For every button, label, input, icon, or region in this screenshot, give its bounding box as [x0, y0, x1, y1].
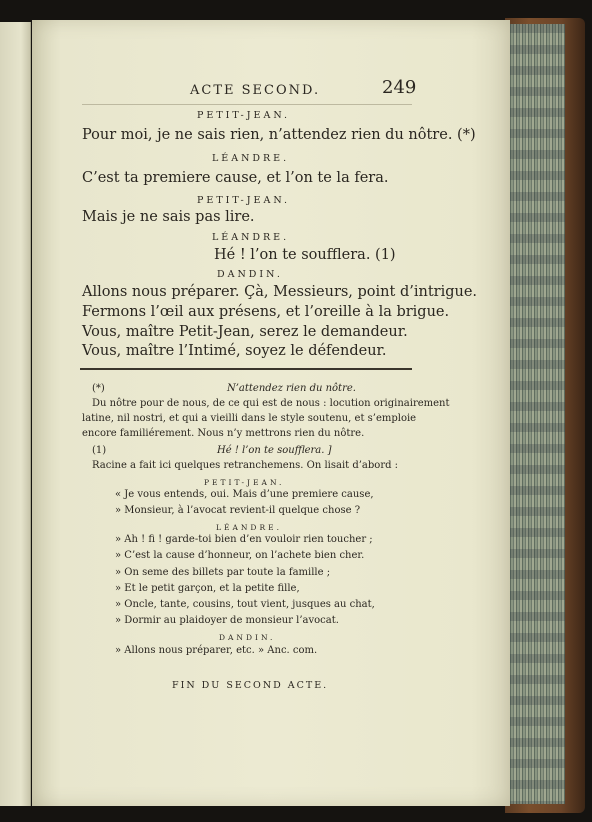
- footnote-lemma: Hé ! l’on te soufflera. ]: [217, 445, 332, 456]
- verse-line: Allons nous préparer. Çà, Messieurs, point d’intrigue.: [82, 284, 478, 300]
- footnote-speaker: DANDIN.: [219, 633, 276, 642]
- speaker-name: DANDIN.: [217, 269, 283, 280]
- verse-line: Mais je ne sais pas lire.: [82, 209, 255, 225]
- footnote-verse: » Monsieur, à l’avocat revient-il quelque chose ?: [115, 505, 361, 516]
- footnote-text: Du nôtre pour de nous, de ce qui est de nous : locution originairement: [92, 398, 450, 409]
- end-of-act: FIN DU SECOND ACTE.: [172, 680, 329, 691]
- footnote-mark: (1): [92, 445, 107, 456]
- footnote-verse: » Allons nous préparer, etc. » Anc. com.: [115, 645, 318, 656]
- speaker-name: PETIT-JEAN.: [197, 110, 291, 121]
- header-rule: [82, 104, 412, 105]
- footnote-verse: » Oncle, tante, cousins, tout vient, jusques au chat,: [115, 599, 375, 610]
- footnote-text: encore familiérement. Nous n’y mettrons rien du nôtre.: [82, 428, 365, 439]
- footnote-verse: « Je vous entends, oui. Mais d’une premiere cause,: [115, 489, 374, 500]
- page-number: 249: [382, 77, 417, 98]
- verse-line: Vous, maître l’Intimé, soyez le défendeur.: [82, 343, 387, 359]
- left-page-edge: [0, 22, 31, 806]
- speaker-name: LÉANDRE.: [212, 232, 290, 243]
- verse-line: Vous, maître Petit-Jean, serez le demandeur.: [82, 324, 408, 340]
- footnote-verse: » Ah ! fi ! garde-toi bien d’en vouloir rien toucher ;: [115, 534, 373, 545]
- verse-line: C’est ta premiere cause, et l’on te la fera.: [82, 170, 389, 186]
- footnote-speaker: PETIT-JEAN.: [204, 478, 285, 487]
- footnote-speaker: LÉANDRE.: [216, 523, 282, 532]
- verse-line: Pour moi, je ne sais rien, n’attendez rien du nôtre. (*): [82, 127, 476, 143]
- running-title: ACTE SECOND.: [190, 83, 321, 98]
- footnote-verse: » On seme des billets par toute la famille ;: [115, 567, 331, 578]
- speaker-name: PETIT-JEAN.: [197, 195, 291, 206]
- footnote-text: Racine a fait ici quelques retranchemens. On lisait d’abord :: [92, 460, 399, 471]
- footnote-verse: » C’est la cause d’honneur, on l’achete bien cher.: [115, 550, 365, 561]
- verse-line: Hé ! l’on te soufflera. (1): [214, 247, 396, 263]
- page-edges-marbled: [505, 24, 565, 804]
- footnote-mark: (*): [92, 383, 105, 394]
- footnote-lemma: N’attendez rien du nôtre.: [227, 383, 356, 394]
- footnote-verse: » Et le petit garçon, et la petite fille,: [115, 583, 300, 594]
- speaker-name: LÉANDRE.: [212, 153, 290, 164]
- footnote-rule: [80, 368, 412, 370]
- verse-line: Fermons l’œil aux présens, et l’oreille à la brigue.: [82, 304, 450, 320]
- book-page: [32, 20, 510, 806]
- footnote-text: latine, nil nostri, et qui a vieilli dans le style soutenu, et s’emploie: [82, 413, 417, 424]
- footnote-verse: » Dormir au plaidoyer de monsieur l’avocat.: [115, 615, 339, 626]
